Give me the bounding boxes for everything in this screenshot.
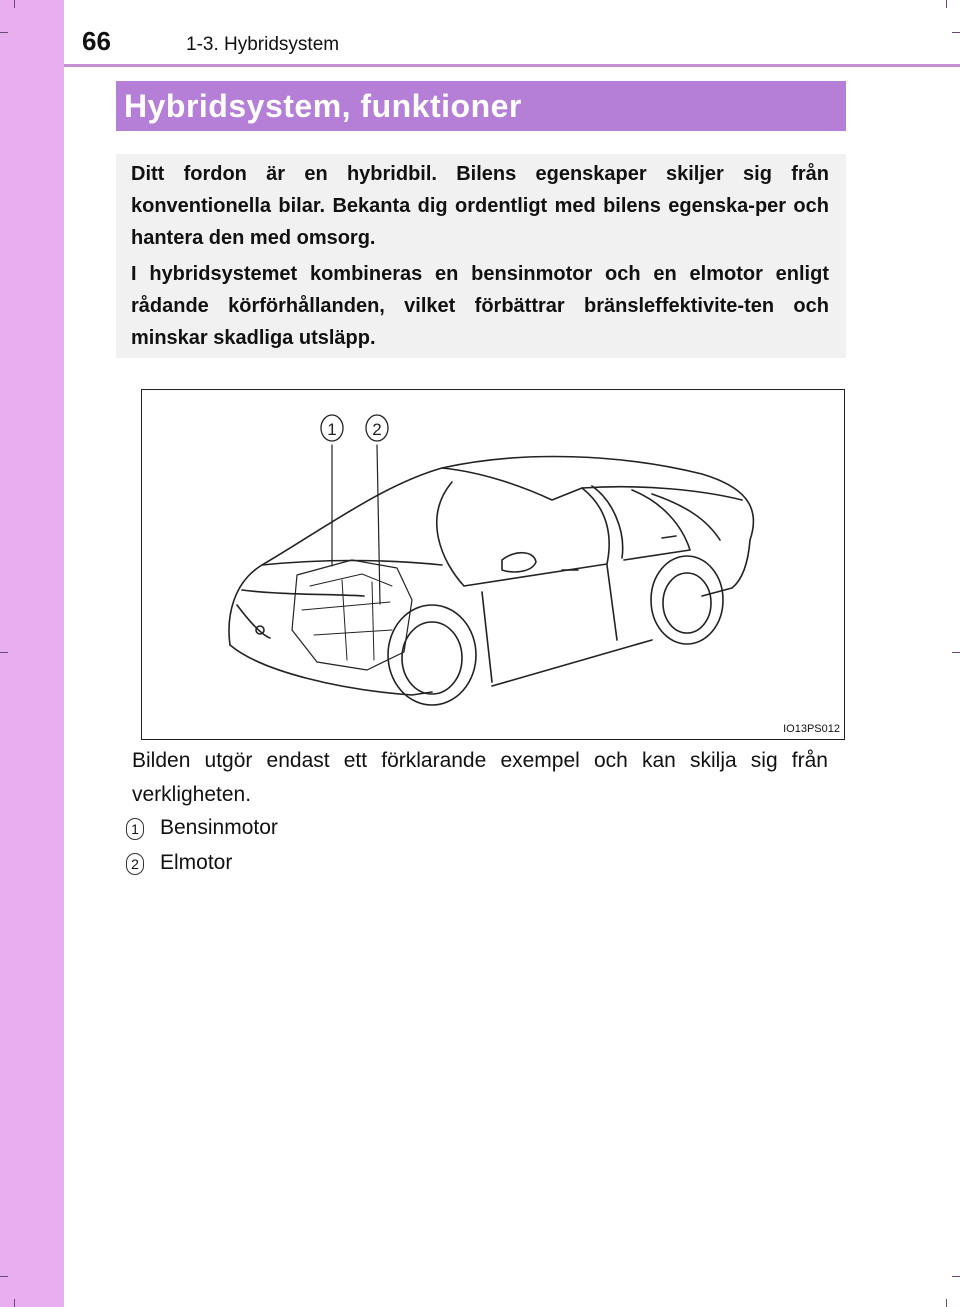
crop-mark xyxy=(0,652,8,653)
crop-mark xyxy=(14,0,15,8)
left-margin-band xyxy=(0,0,64,1307)
crop-mark xyxy=(952,32,960,33)
car-drawing xyxy=(142,390,846,741)
crop-mark xyxy=(952,652,960,653)
figure-caption: Bilden utgör endast ett förklarande exempel och kan skilja sig från verkligheten. xyxy=(132,749,828,806)
page-number: 66 xyxy=(82,26,111,56)
section-heading: 1-3. Hybridsystem xyxy=(186,34,340,55)
crop-mark xyxy=(946,0,947,8)
page-title: Hybridsystem, funktioner xyxy=(124,88,522,124)
intro-paragraph: I hybridsystemet kombineras en bensinmotor och en elmotor enligt rådande körförhållanden, vilket förbättrar bränsleffektivite-ten och minskar skadliga utsläpp. xyxy=(131,263,829,349)
crop-mark xyxy=(946,1299,947,1307)
figure-code: IO13PS012 xyxy=(783,723,840,735)
crop-mark xyxy=(14,1299,15,1307)
legend-label: Bensinmotor xyxy=(160,816,278,839)
intro-paragraph: Ditt fordon är en hybridbil. Bilens egenskaper skiljer sig från konventionella bilar. Bekanta dig ordentligt med bilens egenska-per och hantera den med omsorg. xyxy=(131,163,829,249)
legend-number: 1 xyxy=(126,818,144,840)
header-divider xyxy=(64,64,960,67)
crop-mark xyxy=(952,1276,960,1277)
legend-number: 2 xyxy=(126,853,144,875)
crop-mark xyxy=(0,32,8,33)
crop-mark xyxy=(0,1276,8,1277)
callout-number: 2 xyxy=(372,420,382,439)
car-illustration xyxy=(141,389,845,740)
legend-label: Elmotor xyxy=(160,851,233,874)
callout-number: 1 xyxy=(327,420,337,439)
